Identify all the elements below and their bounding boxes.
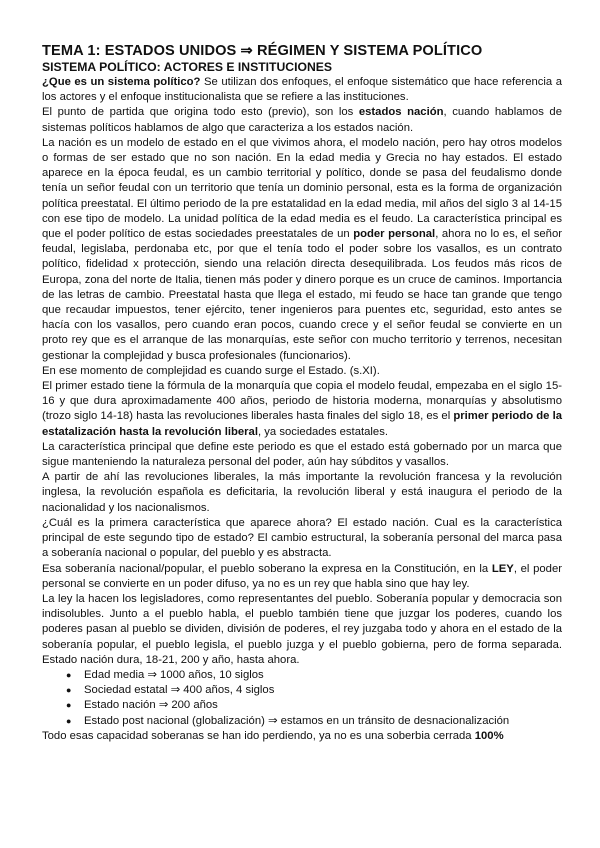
paragraph-8: ¿Cuál es la primera característica que aparece ahora? El estado nación. Cual es la característica principal de este segundo tipo de estado? El cambio estructural, la soberanía personal del marca pasa a soberanía nacional o popular, del pueblo y es abstracta. (42, 516, 562, 560)
paragraph-5-text-a: El primer estado tiene la fórmula de la monarquía que copia el modelo feudal, empezaba en el siglo 15-16 y que dura aproximadamente 400 años, periodo de historia moderna, monarquías y absolutismo (trozo siglo 14-18) hasta las revoluciones liberales hasta finales del siglo 18, es el (42, 380, 562, 423)
paragraph-7: A partir de ahí las revoluciones liberales, la más importante la revolución francesa y la revolución inglesa, la revolución española es deficitaria, la revolución liberal y está inaugura el periodo de la nacionalidad y los nacionalismos. (42, 471, 562, 514)
paragraph-2-text-a: El punto de partida que origina todo esto (previo), son los (42, 106, 359, 119)
paragraph-2 (42, 105, 562, 135)
paragraph-3-text-b: , ahora no lo es, el señor feudal, legislaba, perdonaba etc, por que el tenía todo el poder sobre los vasallos, es un contrato político, fidelidad x protección, siendo una relación directa desequilibrada. Los feudos más ricos de Europa, zona del norte de Italia, tienen más poder y dinero porque es un cruce de caminos. Importancia de las letras de cambio. Preestatal hasta que llega el estado, mi feudo se hace tan grande que tengo que recaudar impuestos, tener ejército, tener ingenieros para puentes etc, seguridad, esto antes se hacía con los vasallos, pero cuando eran pocos, cuando crece y el señor feudal se convierte en un proto rey que es el arranque de las monarquías, este señor con mucho territorio y terrenos, necesitan gestionar la complejidad y busca profesionales (funcionarios). (42, 228, 562, 362)
paragraph-6: La característica principal que define este periodo es que el estado está gobernado por un marca que sigue manteniendo la naturaleza personal del poder, aún hay súbditos y vasallos. (42, 440, 562, 469)
paragraph-3-bold: poder personal (353, 228, 436, 241)
paragraph-1-text: Se utilizan dos enfoques, el enfoque sistemático que hace referencia a los actores y el enfoque institucionalista que se refiere a las instituciones. (42, 76, 562, 104)
paragraph-9 (42, 562, 562, 592)
paragraph-1-bold: ¿Que es un sistema político? (42, 76, 201, 88)
paragraph-5 (42, 379, 562, 440)
document-body (42, 75, 562, 744)
paragraph-5-text-b: , ya sociedades estatales. (257, 425, 388, 438)
paragraph-5-bold: primer periodo de la estatalización hasta la revolución liberal (42, 410, 562, 438)
paragraph-10: La ley la hacen los legisladores, como representantes del pueblo. Soberanía popular y democracia son indisolubles. Junto a el pueblo habla, el pueblo también tiene que juzgar los poderes, cuando los poderes pasan al pueblo se dividen, división de poderes, el rey juzgaba todo y ahora en el estado de la soberanía popular, el pueblo legisla, el pueblo juzga y el pueblo gobierna, pero de forma separada. Estado nación dura, 18-21, 200 y año, hasta ahora. (42, 592, 562, 666)
paragraph-4: En ese momento de complejidad es cuando surge el Estado. (s.XI). (42, 364, 380, 377)
paragraph-3-text-a: La nación es un modelo de estado en el que vivimos ahora, el modelo nación, pero hay otros modelos o formas de ser estado que no son nación. En la edad media y Grecia no hay estados. El estado aparece en la época feudal, es un cambio territorial y político, donde se pasa del feudalismo donde tenía un señor feudal con un territorio que tenía un dominio personal, esta es la forma de organización política preestatal. El último periodo de la pre estatalidad en la edad media, mil años del siglo 3 al 14-15 con ese tipo de modelo. La unidad política de la edad media es el feudo. La característica principal es que el poder político de estas sociedades preestatales de un (42, 136, 562, 241)
list-item: ● Estado nación ⇒ 200 años (66, 698, 562, 713)
paragraph-9-text-b: , el poder personal se convierte en un poder difuso, ya no es un rey que habla sino que hay ley. (42, 562, 562, 590)
bullet-list (42, 668, 562, 729)
paragraph-9-bold: LEY (491, 562, 514, 575)
document-page (42, 43, 562, 744)
paragraph-9-text-a: Esa soberanía nacional/popular, el pueblo soberano la expresa en la Constitución, en la (42, 562, 492, 575)
page-title: TEMA 1: ESTADOS UNIDOS ⇒ RÉGIMEN Y SISTEMA POLÍTICO (42, 43, 483, 59)
paragraph-11-text-a: Todo esas capacidad soberanas se han ido perdiendo, ya no es una soberbia cerrada (42, 729, 475, 742)
paragraph-11 (42, 729, 562, 744)
paragraph-11-bold: 100% (474, 729, 504, 742)
paragraph-2-text-b: , cuando hablamos de sistemas políticos hablamos de algo que caracteriza a los estados nación. (42, 106, 562, 134)
list-item: ● Edad media ⇒ 1000 años, 10 siglos (66, 668, 562, 683)
list-item: ● Estado post nacional (globalización) ⇒ estamos en un tránsito de desnacionalización (66, 714, 562, 729)
paragraph-1 (42, 75, 562, 105)
list-item: ● Sociedad estatal ⇒ 400 años, 4 siglos (66, 683, 562, 698)
paragraph-2-bold: estados nación (358, 106, 444, 119)
paragraph-3 (42, 136, 562, 364)
section-subtitle: SISTEMA POLÍTICO: ACTORES E INSTITUCIONES (42, 60, 333, 74)
